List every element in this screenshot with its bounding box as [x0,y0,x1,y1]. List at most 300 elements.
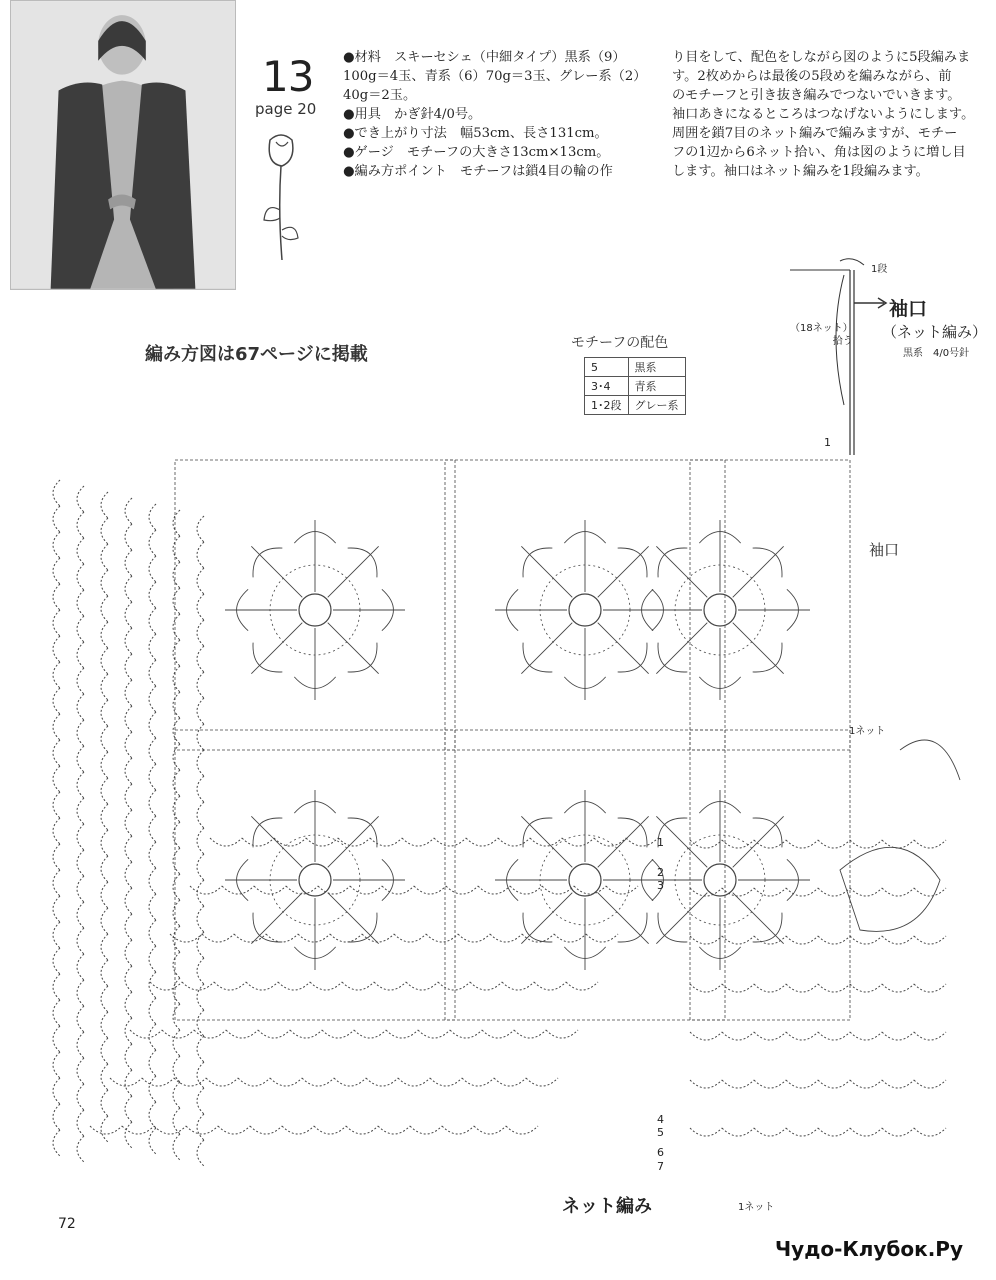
net-arc [786,936,818,944]
net-arc [430,1078,462,1086]
net-arc [786,888,818,896]
spec-line: ●材料 スキーセシェ（中細タイプ）黒系（9） [343,50,626,65]
note-line: します。袖口はネット編みを1段編みます。 [672,164,929,179]
net-arc [149,1128,156,1154]
net-arc [53,766,60,792]
spec-line: ●用具 かぎ針4/0号。 [343,107,482,122]
net-arc [754,1128,786,1136]
net-arc [554,934,586,942]
net-arc [149,816,156,842]
net-arc [53,974,60,1000]
table-cell: 青系 [628,377,685,396]
net-arc [386,1030,418,1038]
net-arc [274,838,306,846]
motif-center-ring [704,594,736,626]
net-arc [482,1030,514,1038]
net-arc [690,888,722,896]
net-arc [197,854,204,880]
net-arc [182,982,214,990]
net-arc [490,934,522,942]
net-arc [414,886,446,894]
net-arc [101,570,108,596]
net-arc [77,486,84,512]
net-arc [330,934,362,942]
net-arc [458,934,490,942]
net-arc [438,982,470,990]
net-arc [101,908,108,934]
net-arc [290,1030,322,1038]
note-line: 袖口あきになるところはつなげないようにします。 [672,107,975,122]
net-arc [234,934,266,942]
net-arc [77,668,84,694]
net-arc [498,838,530,846]
net-arc [77,694,84,720]
spec-line: ●でき上がり寸法 幅53cm、長さ131cm。 [343,126,608,141]
net-arc [346,1126,378,1134]
net-arc [850,1128,882,1136]
net-arc [173,536,180,562]
net-arc [173,1082,180,1108]
net-arc [754,936,786,944]
spec-line: 40g＝2玉。 [343,88,417,103]
net-arc [914,1032,946,1040]
net-arc [786,1080,818,1088]
row-number: 5 [657,1126,664,1139]
net-arc [197,646,204,672]
motif-stitch [251,623,302,674]
net-arc [125,680,132,706]
net-arc [197,620,204,646]
pickup-note [790,322,853,348]
net-arc [197,542,204,568]
net-arc [53,1026,60,1052]
net-arc [53,610,60,636]
net-arc [101,596,108,622]
net-arc [53,688,60,714]
row-number: 2 [657,866,664,879]
motif-border [175,730,455,1020]
net-arc [125,524,132,550]
net-arc [882,984,914,992]
sleeve-yarn: 黒系 4/0号針 [903,348,970,359]
net-arc [690,1080,722,1088]
net-arc [173,744,180,770]
net-arc [149,764,156,790]
net-arc [722,984,754,992]
net-arc [722,1032,754,1040]
motif-stitch [656,546,707,597]
net-arc [786,1032,818,1040]
net-stitch-label: ネット編み [562,1196,652,1217]
net-arc [850,1080,882,1088]
net-arc [149,790,156,816]
net-arc [125,550,132,576]
net-arc [722,1080,754,1088]
net-arc [101,934,108,960]
note-line: のモチーフと引き抜き編みでつないでいきます。 [672,88,961,103]
net-arc [202,934,234,942]
motif-stitch [598,816,649,867]
table-row [585,377,686,396]
net-arc [77,1058,84,1084]
net-arc [606,886,638,894]
net-arc [130,1030,162,1038]
net-arc [173,796,180,822]
net-arc [218,1126,250,1134]
net-arc [786,840,818,848]
net-arc [77,902,84,928]
net-arc [442,1126,474,1134]
net-arc [53,896,60,922]
net-arc [566,982,598,990]
net-arc [278,982,310,990]
motif-stitch [521,623,572,674]
net-arc [502,982,534,990]
net-arc [125,732,132,758]
net-arc [690,1032,722,1040]
net-arc [101,830,108,856]
net-arc [190,886,222,894]
net-arc [173,718,180,744]
net-arc [125,1044,132,1070]
net-arc [125,940,132,966]
net-arc [53,506,60,532]
net-arc [110,1078,142,1086]
motif-stitch [656,623,707,674]
motif-border [445,460,725,750]
net-arc [53,1000,60,1026]
net-arc [125,1122,132,1148]
net-arc [101,752,108,778]
net-arc [410,1126,442,1134]
net-arc [194,1030,226,1038]
net-arc [526,1078,558,1086]
net-arc [334,1078,366,1086]
net-arc [818,984,850,992]
net-arc [173,614,180,640]
motif-stitch [733,816,784,867]
flower-icon [256,130,306,270]
net-arc [850,1032,882,1040]
motif-stitch [328,546,379,597]
net-arc [101,492,108,518]
corner-petal [840,847,940,931]
net-arc [77,616,84,642]
row-number: 3 [657,879,664,892]
net-arc [197,958,204,984]
net-arc [125,602,132,628]
net-arc [149,946,156,972]
net-arc [125,706,132,732]
net-arc [125,914,132,940]
net-label: 1ネット [849,726,886,737]
net-arc [173,588,180,614]
net-arc [77,538,84,564]
net-arc [101,700,108,726]
net-arc [122,1126,154,1134]
net-arc [510,886,542,894]
net-arc [197,984,204,1010]
net-arc [690,1128,722,1136]
motif-stitch [598,546,649,597]
net-arc [818,936,850,944]
net-arc [818,1032,850,1040]
net-arc [450,1030,482,1038]
net-arc [914,984,946,992]
net-arc [466,838,498,846]
motif-stitch [521,816,572,867]
net-arc [302,1078,334,1086]
net-arc [398,1078,430,1086]
net-arc [366,1078,398,1086]
net-arc [125,498,132,524]
net-arc [382,886,414,894]
net-arc [354,1030,386,1038]
net-arc [142,1078,174,1086]
net-arc [914,1080,946,1088]
motif-stitch [328,623,379,674]
net-arc [149,608,156,634]
net-arc [374,982,406,990]
net-arc [53,870,60,896]
net-arc [150,982,182,990]
table-cell: グレー系 [628,396,685,415]
net-arc [149,998,156,1024]
net-arc [250,1126,282,1134]
net-arc [722,840,754,848]
net-arc [690,840,722,848]
watermark: Чудо-Клубок.Ру [775,1237,963,1261]
net-arc [77,954,84,980]
net-arc [149,972,156,998]
net-arc [173,1004,180,1030]
net-arc [77,1136,84,1162]
net-arc [101,986,108,1012]
net-arc [173,770,180,796]
spec-line: ●編み方ポイント モチーフは鎖4目の輪の作 [343,164,613,179]
spec-line: 100g＝4玉、青系（6）70g＝3玉、グレー系（2） [343,69,647,84]
net-arc [149,920,156,946]
net-arc [378,1126,410,1134]
corner-petal [900,740,960,780]
net-arc [254,886,286,894]
motif-stitch [328,816,379,867]
spec-line: ●ゲージ モチーフの大きさ13cm×13cm。 [343,145,610,160]
motif-stitch [328,893,379,944]
net-arc [173,1030,180,1056]
net-arc [154,1126,186,1134]
net-arc [350,886,382,894]
net-arc [173,1134,180,1160]
model-photo [10,0,236,290]
net-arc [173,900,180,926]
net-arc [197,1062,204,1088]
motif-stitch [598,893,649,944]
net-arc [101,882,108,908]
motif-center-ring [299,594,331,626]
net-arc [882,1032,914,1040]
net-arc [90,1126,122,1134]
net-arc [149,842,156,868]
net-arc [197,724,204,750]
net-arc [270,1078,302,1086]
round-label: 1段 [871,264,888,275]
net-arc [53,662,60,688]
motif-stitch [598,623,649,674]
motif-center-ring [569,594,601,626]
net-arc [426,934,458,942]
net-arc [77,928,84,954]
motif-stitch [251,893,302,944]
net-arc [101,1012,108,1038]
net-arc [149,1076,156,1102]
row-number: 7 [657,1160,664,1173]
net-arc [434,838,466,846]
net-arc [754,1080,786,1088]
net-arc [125,836,132,862]
net-arc [197,672,204,698]
net-arc [77,772,84,798]
net-arc [197,776,204,802]
net-arc [882,1080,914,1088]
net-arc [722,936,754,944]
net-arc [242,838,274,846]
net-arc [53,1104,60,1130]
net-arc [197,698,204,724]
motif-border [690,730,850,1020]
net-arc [882,888,914,896]
net-arc [314,1126,346,1134]
net-arc [101,674,108,700]
net-arc [53,714,60,740]
table-row [585,358,686,377]
net-arc [125,784,132,810]
net-arc [101,778,108,804]
net-arc [197,750,204,776]
net-arc [818,1128,850,1136]
net-arc [546,1030,578,1038]
net-arc [370,838,402,846]
net-arc [173,848,180,874]
net-arc [406,982,438,990]
row-number: 1 [657,836,664,849]
net-arc [77,876,84,902]
net-arc [101,804,108,830]
net-arc [173,978,180,1004]
pickup-count: （18ネット） [790,323,853,334]
net-arc [101,960,108,986]
motif-stitch [251,816,302,867]
net-arc [101,856,108,882]
net-arc [197,1010,204,1036]
net-arc [318,886,350,894]
net-arc [238,1078,270,1086]
net-arc [53,480,60,506]
net-arc [125,888,132,914]
net-arc [850,888,882,896]
net-arc [125,758,132,784]
table-cell: 5 [585,358,629,377]
net-arc [77,1110,84,1136]
net-arc [173,640,180,666]
net-arc [173,952,180,978]
net-arc [53,584,60,610]
net-arc [53,792,60,818]
net-arc [173,666,180,692]
net-arc [77,746,84,772]
net-arc [470,982,502,990]
net-arc [206,1078,238,1086]
net-arc [282,1126,314,1134]
note-line: 周囲を鎖7目のネット編みで編みますが、モチー [672,126,958,141]
net-arc [101,1090,108,1116]
net-arc [77,564,84,590]
net-arc [882,936,914,944]
net-arc [818,840,850,848]
motif-border [175,460,455,750]
net-arc [149,712,156,738]
net-arc [125,628,132,654]
net-arc [506,1126,538,1134]
net-arc [818,1080,850,1088]
net-arc [197,516,204,542]
motif-border [445,730,725,1020]
net-arc [850,984,882,992]
net-arc [77,980,84,1006]
net-arc [173,822,180,848]
net-arc [914,936,946,944]
net-arc [53,922,60,948]
net-arc [149,894,156,920]
net-arc [101,1064,108,1090]
net-arc [818,888,850,896]
net-arc [298,934,330,942]
net-arc [342,982,374,990]
net-arc [77,590,84,616]
net-arc [77,1032,84,1058]
net-arc [882,1128,914,1136]
net-arc [197,1114,204,1140]
net-arc [542,886,574,894]
net-arc [914,1128,946,1136]
row-number: 4 [657,1113,664,1126]
net-arc [77,850,84,876]
note-line: り目をして、配色をしながら図のように5段編みま [672,50,971,65]
net-arc [394,934,426,942]
net-arc [77,512,84,538]
net-arc [214,982,246,990]
net-arc [594,838,626,846]
net-arc [101,622,108,648]
net-arc [197,1088,204,1114]
motif-center-ring [569,864,601,896]
table-cell: 3･4 [585,377,629,396]
net-arc [149,504,156,530]
net-arc [534,982,566,990]
note-line: フの1辺から6ネット拾い、角は図のように増し目 [672,145,966,160]
net-arc [149,868,156,894]
net-arc [786,1128,818,1136]
page-reference: page 20 [255,100,317,118]
net-arc [462,1078,494,1086]
net-arc [53,818,60,844]
net-arc [53,1078,60,1104]
net-arc [418,1030,450,1038]
net-arc [77,642,84,668]
net-arc [53,844,60,870]
pickup-verb: 拾う [832,336,853,347]
color-table [584,357,686,415]
